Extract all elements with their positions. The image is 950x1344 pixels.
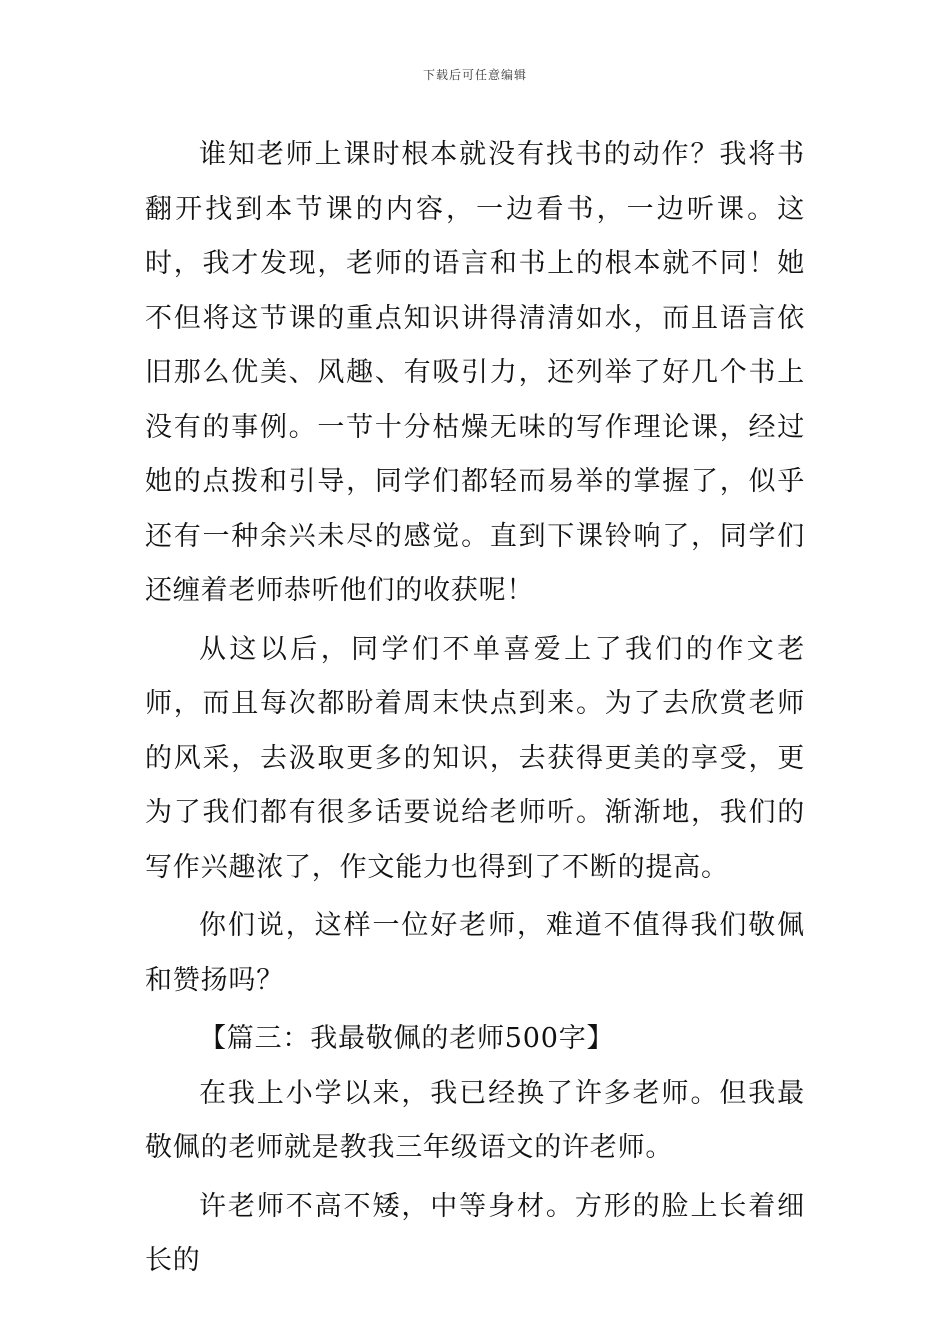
paragraph-3: 你们说，这样一位好老师，难道不值得我们敬佩和赞扬吗？ (145, 910, 805, 996)
page-header: 下载后可任意编辑 (422, 68, 527, 82)
section-heading: 【篇三：我最敬佩的老师500字】 (199, 1023, 615, 1054)
document-body (145, 128, 805, 1289)
paragraph-5: 许老师不高不矮，中等身材。方形的脸上长着细长的 (145, 1190, 805, 1276)
paragraph-2: 从这以后，同学们不单喜爱上了我们的作文老师，而且每次都盼着周末快点到来。为了去欣赏老师的风采，去汲取更多的知识，去获得更美的享受，更为了我们都有很多话要说给老师听。渐渐地，我们的写作兴趣浓了，作文能力也得到了不断的提高。 (145, 633, 805, 883)
paragraph-4: 在我上小学以来，我已经换了许多老师。但我最敬佩的老师就是教我三年级语文的许老师。 (145, 1077, 805, 1163)
paragraph-1: 谁知老师上课时根本就没有找书的动作？我将书翻开找到本节课的内容，一边看书，一边听课。这时，我才发现，老师的语言和书上的根本就不同！她不但将这节课的重点知识讲得清清如水，而且语言依旧那么优美、风趣、有吸引力，还列举了好几个书上没有的事例。一节十分枯燥无味的写作理论课，经过她的点拨和引导，同学们都轻而易举的掌握了，似乎还有一种余兴未尽的感觉。直到下课铃响了，同学们还缠着老师恭听他们的收获呢！ (145, 139, 805, 606)
